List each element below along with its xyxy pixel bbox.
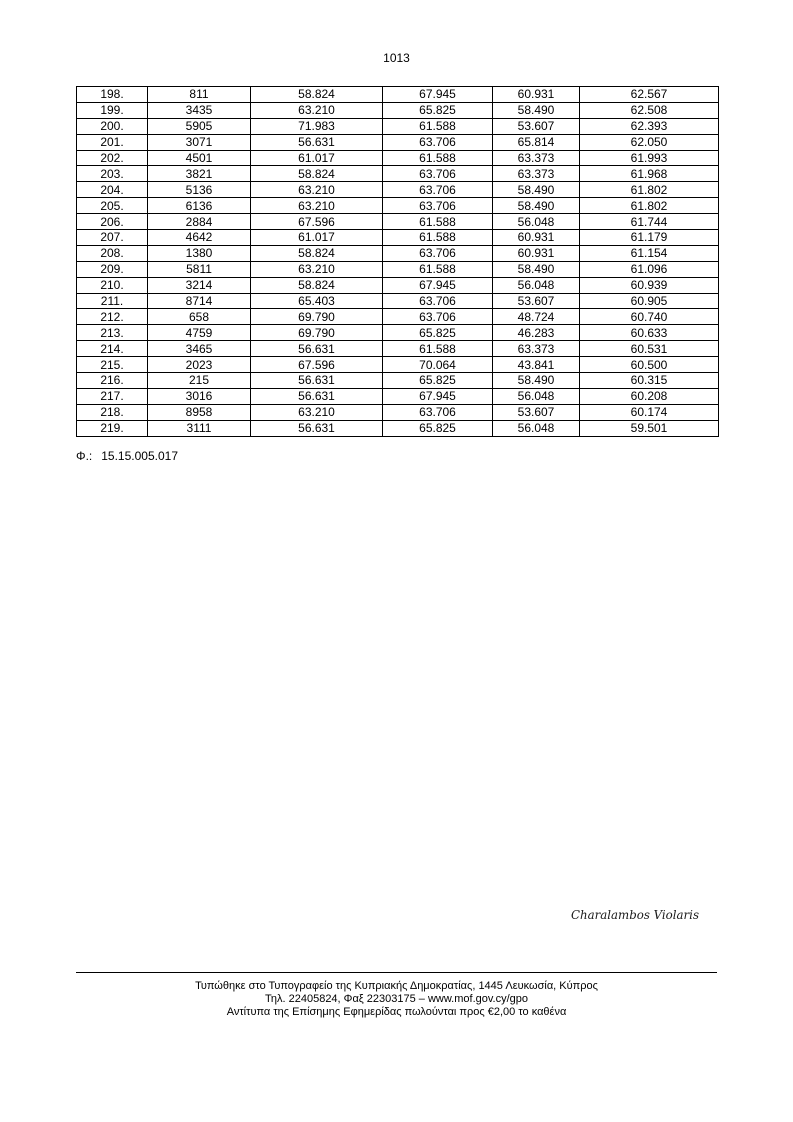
table-cell: 63.373 bbox=[493, 341, 580, 357]
table-cell: 63.706 bbox=[383, 404, 493, 420]
results-table bbox=[76, 86, 719, 437]
table-cell: 58.490 bbox=[493, 182, 580, 198]
table-cell: 58.490 bbox=[493, 102, 580, 118]
table-cell: 67.596 bbox=[251, 214, 383, 230]
table-cell: 67.945 bbox=[383, 87, 493, 103]
table-cell: 60.905 bbox=[580, 293, 719, 309]
table-cell: 3071 bbox=[148, 134, 251, 150]
table-cell: 203. bbox=[77, 166, 148, 182]
table-cell: 65.825 bbox=[383, 102, 493, 118]
table-cell: 58.490 bbox=[493, 373, 580, 389]
table-cell: 1380 bbox=[148, 245, 251, 261]
table-cell: 58.490 bbox=[493, 198, 580, 214]
file-reference bbox=[76, 449, 178, 463]
table-cell: 58.824 bbox=[251, 166, 383, 182]
table-cell: 60.208 bbox=[580, 388, 719, 404]
table-cell: 61.096 bbox=[580, 261, 719, 277]
table-cell: 61.802 bbox=[580, 182, 719, 198]
table-cell: 218. bbox=[77, 404, 148, 420]
table-cell: 56.048 bbox=[493, 214, 580, 230]
table-cell: 61.802 bbox=[580, 198, 719, 214]
table-cell: 63.210 bbox=[251, 102, 383, 118]
table-cell: 213. bbox=[77, 325, 148, 341]
table-cell: 63.210 bbox=[251, 182, 383, 198]
table-cell: 56.048 bbox=[493, 420, 580, 436]
table-cell: 46.283 bbox=[493, 325, 580, 341]
table-row bbox=[77, 341, 719, 357]
table-cell: 58.824 bbox=[251, 277, 383, 293]
table-cell: 61.588 bbox=[383, 150, 493, 166]
table-row bbox=[77, 150, 719, 166]
table-cell: 63.706 bbox=[383, 198, 493, 214]
table-cell: 61.744 bbox=[580, 214, 719, 230]
table-row bbox=[77, 182, 719, 198]
table-cell: 811 bbox=[148, 87, 251, 103]
table-cell: 6136 bbox=[148, 198, 251, 214]
table-cell: 4642 bbox=[148, 230, 251, 246]
table-cell: 658 bbox=[148, 309, 251, 325]
table-row bbox=[77, 198, 719, 214]
table-cell: 204. bbox=[77, 182, 148, 198]
table-cell: 215 bbox=[148, 373, 251, 389]
table-cell: 60.531 bbox=[580, 341, 719, 357]
table-cell: 200. bbox=[77, 118, 148, 134]
table-cell: 3214 bbox=[148, 277, 251, 293]
table-cell: 56.048 bbox=[493, 388, 580, 404]
table-body bbox=[77, 87, 719, 437]
table-cell: 63.706 bbox=[383, 293, 493, 309]
table-cell: 63.706 bbox=[383, 309, 493, 325]
table-cell: 61.588 bbox=[383, 341, 493, 357]
table-cell: 207. bbox=[77, 230, 148, 246]
table-cell: 206. bbox=[77, 214, 148, 230]
signature bbox=[571, 902, 701, 926]
footer-line-contact: Τηλ. 22405824, Φαξ 22303175 – www.mof.gov.cy/gpo bbox=[264, 993, 529, 1005]
table-cell: 211. bbox=[77, 293, 148, 309]
table-cell: 63.706 bbox=[383, 245, 493, 261]
table-cell: 210. bbox=[77, 277, 148, 293]
table-cell: 2023 bbox=[148, 357, 251, 373]
table-cell: 214. bbox=[77, 341, 148, 357]
table-cell: 61.017 bbox=[251, 150, 383, 166]
table-cell: 67.596 bbox=[251, 357, 383, 373]
table-cell: 56.631 bbox=[251, 373, 383, 389]
table-cell: 61.968 bbox=[580, 166, 719, 182]
table-row bbox=[77, 420, 719, 436]
table-row bbox=[77, 277, 719, 293]
table-cell: 199. bbox=[77, 102, 148, 118]
table-cell: 58.490 bbox=[493, 261, 580, 277]
table-cell: 209. bbox=[77, 261, 148, 277]
table-row bbox=[77, 134, 719, 150]
table-row bbox=[77, 404, 719, 420]
table-cell: 61.993 bbox=[580, 150, 719, 166]
table-row bbox=[77, 118, 719, 134]
footer-line-printer: Τυπώθηκε στο Τυπογραφείο της Κυπριακής Δημοκρατίας, 1445 Λευκωσία, Κύπρος bbox=[195, 980, 598, 992]
table-row bbox=[77, 357, 719, 373]
table-cell: 5136 bbox=[148, 182, 251, 198]
table-cell: 60.500 bbox=[580, 357, 719, 373]
table-cell: 3111 bbox=[148, 420, 251, 436]
table-cell: 53.607 bbox=[493, 118, 580, 134]
table-cell: 60.931 bbox=[493, 87, 580, 103]
table-cell: 61.179 bbox=[580, 230, 719, 246]
footer bbox=[0, 980, 793, 1019]
table-cell: 61.588 bbox=[383, 118, 493, 134]
table-cell: 60.633 bbox=[580, 325, 719, 341]
table-row bbox=[77, 261, 719, 277]
table-cell: 61.588 bbox=[383, 214, 493, 230]
table-cell: 67.945 bbox=[383, 277, 493, 293]
table-cell: 69.790 bbox=[251, 325, 383, 341]
table-cell: 65.825 bbox=[383, 325, 493, 341]
table-cell: 61.588 bbox=[383, 261, 493, 277]
table-row bbox=[77, 293, 719, 309]
table-cell: 58.824 bbox=[251, 87, 383, 103]
table-cell: 53.607 bbox=[493, 293, 580, 309]
table-cell: 201. bbox=[77, 134, 148, 150]
table-cell: 56.631 bbox=[251, 420, 383, 436]
table-cell: 43.841 bbox=[493, 357, 580, 373]
table-cell: 202. bbox=[77, 150, 148, 166]
table-cell: 53.607 bbox=[493, 404, 580, 420]
table-cell: 56.048 bbox=[493, 277, 580, 293]
table-cell: 63.210 bbox=[251, 261, 383, 277]
file-reference-number: 15.15.005.017 bbox=[101, 449, 178, 463]
table-cell: 65.825 bbox=[383, 420, 493, 436]
table-cell: 63.210 bbox=[251, 198, 383, 214]
table-cell: 62.508 bbox=[580, 102, 719, 118]
table-row bbox=[77, 214, 719, 230]
table-cell: 3821 bbox=[148, 166, 251, 182]
table-cell: 62.050 bbox=[580, 134, 719, 150]
table-cell: 63.210 bbox=[251, 404, 383, 420]
table-cell: 70.064 bbox=[383, 357, 493, 373]
table-cell: 61.588 bbox=[383, 230, 493, 246]
table-cell: 71.983 bbox=[251, 118, 383, 134]
table-row bbox=[77, 102, 719, 118]
footer-line-price: Αντίτυπα της Επίσημης Εφημερίδας πωλούνται προς €2,00 το καθένα bbox=[226, 1006, 567, 1018]
signature-image bbox=[571, 902, 701, 926]
table-cell: 63.373 bbox=[493, 150, 580, 166]
table-cell: 59.501 bbox=[580, 420, 719, 436]
table-cell: 3465 bbox=[148, 341, 251, 357]
table-row bbox=[77, 309, 719, 325]
table-cell: 48.724 bbox=[493, 309, 580, 325]
table-cell: 69.790 bbox=[251, 309, 383, 325]
page-number: 1013 bbox=[383, 51, 410, 65]
table-cell: 65.814 bbox=[493, 134, 580, 150]
table-cell: 60.740 bbox=[580, 309, 719, 325]
table-cell: 8958 bbox=[148, 404, 251, 420]
table-cell: 60.315 bbox=[580, 373, 719, 389]
table-cell: 208. bbox=[77, 245, 148, 261]
table-cell: 5905 bbox=[148, 118, 251, 134]
table-cell: 8714 bbox=[148, 293, 251, 309]
table-cell: 2884 bbox=[148, 214, 251, 230]
table-cell: 219. bbox=[77, 420, 148, 436]
table-row bbox=[77, 388, 719, 404]
file-reference-label: Φ.: bbox=[76, 449, 93, 463]
table-cell: 56.631 bbox=[251, 388, 383, 404]
table-cell: 58.824 bbox=[251, 245, 383, 261]
table-cell: 61.017 bbox=[251, 230, 383, 246]
signature-text: Charalambos Violaris bbox=[571, 907, 699, 922]
table-cell: 3016 bbox=[148, 388, 251, 404]
table-cell: 63.706 bbox=[383, 182, 493, 198]
footer-divider bbox=[76, 972, 717, 973]
table-cell: 60.174 bbox=[580, 404, 719, 420]
table-cell: 60.939 bbox=[580, 277, 719, 293]
table-row bbox=[77, 230, 719, 246]
table-cell: 62.567 bbox=[580, 87, 719, 103]
table-row bbox=[77, 166, 719, 182]
table-cell: 63.373 bbox=[493, 166, 580, 182]
table-cell: 60.931 bbox=[493, 230, 580, 246]
table-cell: 5811 bbox=[148, 261, 251, 277]
table-cell: 67.945 bbox=[383, 388, 493, 404]
table-cell: 4501 bbox=[148, 150, 251, 166]
table-cell: 215. bbox=[77, 357, 148, 373]
table-cell: 212. bbox=[77, 309, 148, 325]
table-row bbox=[77, 325, 719, 341]
table-row bbox=[77, 87, 719, 103]
table-cell: 63.706 bbox=[383, 166, 493, 182]
table-cell: 63.706 bbox=[383, 134, 493, 150]
table-cell: 61.154 bbox=[580, 245, 719, 261]
table-cell: 4759 bbox=[148, 325, 251, 341]
table-cell: 205. bbox=[77, 198, 148, 214]
table-cell: 216. bbox=[77, 373, 148, 389]
table-cell: 65.825 bbox=[383, 373, 493, 389]
table-cell: 62.393 bbox=[580, 118, 719, 134]
table-cell: 56.631 bbox=[251, 134, 383, 150]
table-cell: 3435 bbox=[148, 102, 251, 118]
table-row bbox=[77, 245, 719, 261]
table-cell: 217. bbox=[77, 388, 148, 404]
table-row bbox=[77, 373, 719, 389]
table-cell: 60.931 bbox=[493, 245, 580, 261]
table-cell: 56.631 bbox=[251, 341, 383, 357]
table-cell: 198. bbox=[77, 87, 148, 103]
table-cell: 65.403 bbox=[251, 293, 383, 309]
